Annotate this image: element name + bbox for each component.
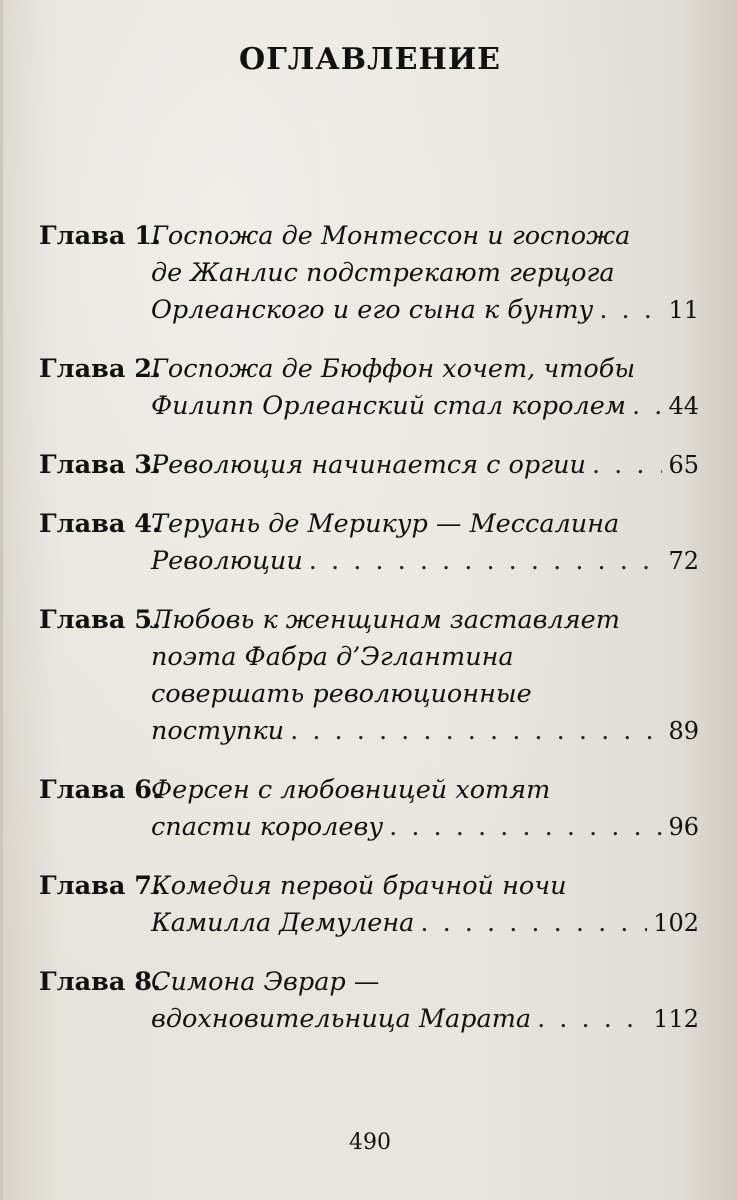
toc-entry-line <box>39 351 699 388</box>
toc-entry-line <box>39 639 699 676</box>
toc-entry-line <box>39 543 699 580</box>
dot-leader <box>632 388 663 425</box>
toc-entry <box>39 218 699 329</box>
chapter-page-number: 65 <box>668 451 699 479</box>
chapter-page-number: 102 <box>653 909 699 937</box>
toc-entry-line <box>39 292 699 329</box>
chapter-label: Глава 3. <box>39 450 161 480</box>
chapter-page-number: 72 <box>668 547 699 575</box>
chapter-title-line: спасти королеву <box>151 812 384 842</box>
chapter-label: Глава 5. <box>39 605 161 635</box>
toc-entry-line <box>39 713 699 750</box>
chapter-title-line: поэта Фабра д’Эглантина <box>151 642 514 672</box>
dot-leader <box>592 447 662 484</box>
toc-entry-line <box>39 905 699 942</box>
dot-leader <box>599 292 662 329</box>
toc-entry <box>39 506 699 580</box>
toc-entry <box>39 868 699 942</box>
toc-entry-line <box>39 868 699 905</box>
toc-entry-line <box>39 218 699 255</box>
chapter-title-line: Революции <box>151 546 303 576</box>
dot-leader <box>290 713 662 750</box>
toc-entry-line <box>39 676 699 713</box>
toc-entry <box>39 602 699 750</box>
chapter-label: Глава 6. <box>39 775 161 805</box>
chapter-title-line: Филипп Орлеанский стал королем <box>151 391 626 421</box>
chapter-title-line: Комедия первой брачной ночи <box>151 871 567 901</box>
chapter-page-number: 96 <box>668 813 699 841</box>
toc-entry <box>39 351 699 425</box>
chapter-label: Глава 1. <box>39 221 161 251</box>
page-number: 490 <box>349 1130 391 1155</box>
chapter-label: Глава 7. <box>39 871 161 901</box>
toc-entry-line <box>39 255 699 292</box>
chapter-title-line: совершать революционные <box>151 679 532 709</box>
toc-entry-line <box>39 1001 699 1038</box>
chapter-label: Глава 8. <box>39 967 161 997</box>
chapter-title-line: Симона Эврар — <box>151 967 380 997</box>
chapter-title-line: вдохновительница Марата <box>151 1004 532 1034</box>
chapter-title-line: поступки <box>151 716 285 746</box>
dot-leader <box>309 543 663 580</box>
dot-leader <box>537 1001 647 1038</box>
toc-entry-line <box>39 447 699 484</box>
toc-entry-line <box>39 506 699 543</box>
chapter-title-line: Ферсен с любовницей хотят <box>151 775 551 805</box>
table-of-contents <box>39 218 699 1060</box>
chapter-label: Глава 4. <box>39 509 161 539</box>
toc-entry-line <box>39 809 699 846</box>
chapter-page-number: 11 <box>668 296 699 324</box>
chapter-title-line: Теруань де Мерикур — Мессалина <box>151 509 620 539</box>
toc-entry <box>39 964 699 1038</box>
dot-leader <box>420 905 647 942</box>
chapter-title-line: Камилла Демулена <box>151 908 415 938</box>
toc-entry-line <box>39 602 699 639</box>
toc-entry-line <box>39 772 699 809</box>
chapter-title-line: де Жанлис подстрекают герцога <box>151 258 615 288</box>
chapter-title-line: Орлеанского и его сына к бунту <box>151 295 594 325</box>
chapter-title-line: Революция начинается с оргии <box>151 450 586 480</box>
chapter-title-line: Любовь к женщинам заставляет <box>151 605 620 635</box>
toc-entry-line <box>39 388 699 425</box>
chapter-page-number: 89 <box>668 717 699 745</box>
dot-leader <box>389 809 662 846</box>
toc-entry <box>39 447 699 484</box>
chapter-page-number: 112 <box>653 1005 699 1033</box>
page-title: ОГЛАВЛЕНИЕ <box>238 42 502 77</box>
chapter-label: Глава 2. <box>39 354 161 384</box>
toc-entry-line <box>39 964 699 1001</box>
chapter-title-line: Госпожа де Монтессон и госпожа <box>151 221 631 251</box>
chapter-title-line: Госпожа де Бюффон хочет, чтобы <box>151 354 636 384</box>
chapter-page-number: 44 <box>668 392 699 420</box>
toc-entry <box>39 772 699 846</box>
